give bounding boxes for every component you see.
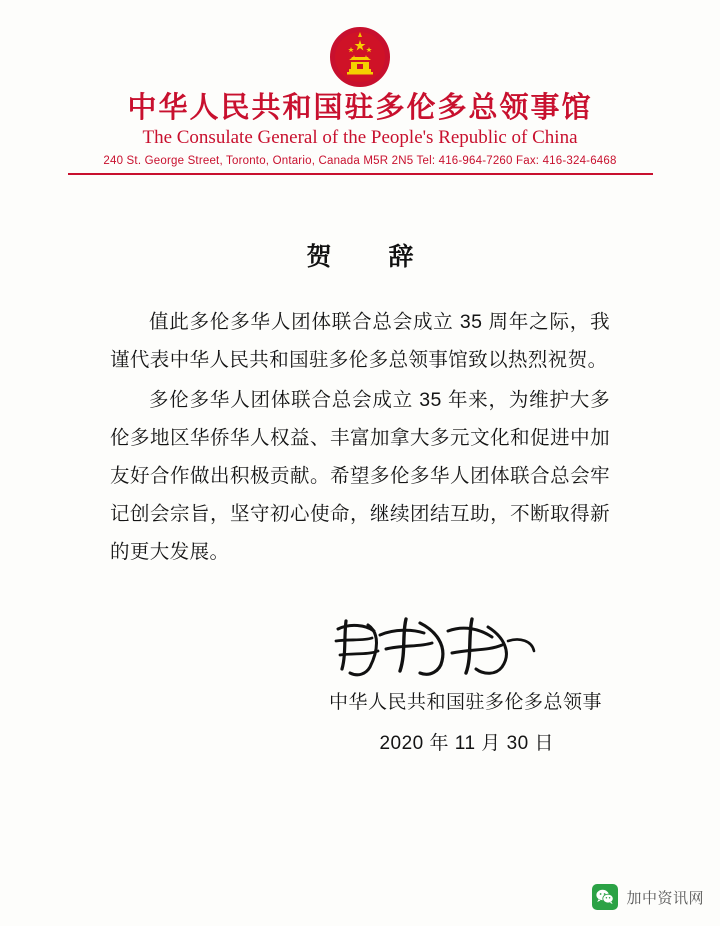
wechat-logo-icon [592, 884, 618, 910]
letterhead [0, 0, 720, 175]
consulate-name-en: The Consulate General of the People's Republic of China [142, 127, 578, 149]
document-title: 贺 辞 [306, 243, 430, 272]
signature-block [110, 611, 610, 755]
china-national-emblem-icon [329, 26, 391, 88]
footer-label: 加中资讯网 [626, 889, 704, 907]
handwritten-signature-icon [110, 611, 550, 683]
signature-date: 2020 年 11 月 30 日 [379, 733, 554, 755]
consulate-address: 240 St. George Street, Toronto, Ontario, Canada M5R 2N5 Tel: 416-964-7260 Fax: 416-324-6468 [103, 155, 617, 168]
footer-watermark [592, 884, 704, 910]
consulate-name-cn: 中华人民共和国驻多伦多总领事馆 [127, 92, 593, 124]
letterhead-divider [68, 173, 653, 175]
signer-title: 中华人民共和国驻多伦多总领事 [328, 692, 602, 714]
body-paragraph: 值此多伦多华人团体联合总会成立 35 周年之际，我谨代表中华人民共和国驻多伦多总领事馆致以热烈祝贺。 [110, 311, 610, 372]
document-body [110, 303, 610, 571]
body-paragraph: 多伦多华人团体联合总会成立 35 年来，为维护大多伦多地区华侨华人权益、丰富加拿大多元文化和促进中加友好合作做出积极贡献。希望多伦多华人团体联合总会牢记创会宗旨，坚守初心使命，继续团结互助，不断取得新的更大发展。 [110, 389, 610, 564]
